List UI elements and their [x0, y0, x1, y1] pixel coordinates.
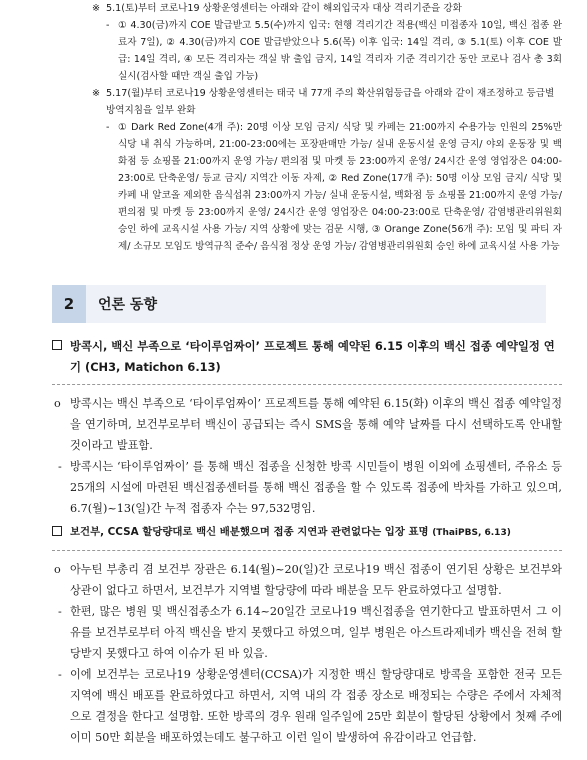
news-headline: [52, 336, 562, 378]
news-bullet: o 방콕시는 백신 부족으로 ‘타이루엄짜이’ 프로젝트를 통해 예약된 6.15(화) 이후의 백신 접종 예약일정을 연기하며, 보건부로부터 백신이 공급되는 즉시 SMS을 통해 예약 날짜를 다시 선택하도록 안내할 것이라고 발표함.: [52, 393, 562, 456]
note-sub-2: - ① Dark Red Zone(4개 주): 20명 이상 모임 금지/ 식당 및 카페는 21:00까지 수용가능 인원의 25%만 식당 내 취식 가능하며, 21:00-23:00에는 포장판매만 가능/ 실내 운동시설 운영 금지/ 야외 운동장 및 백화점 등 쇼핑몰 21:00까지 운영 가능/ 편의점 및 마켓 등 23:00까지 운영/ 24시간 운영 영업장은 04:00-23:00로 단축운영/ 등교 금지/ 지역간 이동 자제, ② Red Zone(17개 주): 50명 이상 모임 금지/ 식당 및 카페 내 알코올 제외한 음식섭취 23:00까지 가능/ 실내 운동시설, 백화점 등 쇼핑몰 21:00까지 운영 가능/ 편의점 및 마켓 등 23:00까지 운영/ 24시간 운영 영업장은 04:00-23:00로 단축운영/ 감염병관리위원회 승인 하에 교육시설 사용 가능/ 지역 상황에 맞는 검문 시행, ③ Orange Zone(56개 주): 모임 및 파티 자제/ 소규모 모임도 방역규칙 준수/ 음식점 정상 운영 가능/ 감염병관리위원회 승인 하에 교육시설 사용 가능: [92, 119, 562, 255]
note-sub-1: - ① 4.30(금)까지 COE 발급받고 5.5(수)까지 입국: 현행 격리기간 적용(백신 미접종자 10일, 백신 접종 완료자 7일), ② 4.30(금)까지 COE 발급받았으나 5.6(목) 이후 입국: 14일 격리, ③ 5.1(토) 이후 COE 발급: 14일 격리, ④ 모든 격리자는 객실 밖 출입 금지, 14일 격리자 기준 격리기간 동안 코로나 검사 총 3회 실시(검사할 때만 객실 출입 가능): [92, 17, 562, 85]
checkbox-square-icon: [52, 340, 62, 350]
news-source: (CH3, Matichon 6.13): [84, 360, 221, 374]
news-source: (ThaiPBS, 6.13): [432, 528, 511, 538]
top-notes: [92, 0, 562, 255]
news-item-2: [52, 522, 562, 748]
news-detail: - 방콕시는 ‘타이루엄짜이’ 를 통해 백신 접종을 신청한 방콕 시민들이 병원 이외에 쇼핑센터, 주유소 등 25개의 시설에 마련된 백신접종센터를 통해 백신 접종을 할 수 있도록 접종에 박차를 가하고 있으며, 6.7(월)~13(일)간 누적 접종자 수는 97,532명임.: [52, 456, 562, 519]
headline-text: 보건부, CCSA 할당량대로 백신 배분했으며 접종 지연과 관련없다는 입장 표명: [70, 526, 429, 538]
note-star-2: ※ 5.17(월)부터 코로나19 상황운영센터는 태국 내 77개 주의 확산위험등급을 아래와 같이 재조정하고 등급별 방역지침을 일부 완화: [92, 85, 562, 119]
news-item-1: [52, 336, 562, 519]
divider: [52, 550, 562, 551]
section-number: 2: [52, 285, 86, 323]
news-headline: [52, 522, 562, 544]
checkbox-square-icon: [52, 526, 62, 536]
news-detail: - 한편, 많은 병원 및 백신접종소가 6.14~20일간 코로나19 백신접종을 연기한다고 발표하면서 그 이유를 보건부로부터 아직 백신을 받지 못했다고 하였으며, 일부 병원은 아스트라제네카 백신을 전혀 할당받지 못했다고 하여 이슈가 된 바 있음.: [52, 601, 562, 664]
headline-text: 방콕시, 백신 부족으로 ‘타이루엄짜이’ 프로젝트 통해 예약된 6.15 이후의 백신 접종 예약일정 연기: [70, 339, 555, 374]
section-heading: [52, 285, 546, 323]
news-bullet: o 아누틴 부총리 겸 보건부 장관은 6.14(월)~20(일)간 코로나19 백신 접종이 연기된 상황은 보건부와 상관이 없다고 하면서, 보건부가 지역별 할당량에 따라 배분을 모두 완료하였다고 설명함.: [52, 559, 562, 601]
divider: [52, 384, 562, 385]
section-title: 언론 동향: [86, 285, 546, 323]
news-detail: - 이에 보건부는 코로나19 상황운영센터(CCSA)가 지정한 백신 할당량대로 방콕을 포함한 전국 모든 지역에 백신 배포를 완료하였다고 하면서, 지역 내의 각 접종 장소로 배정되는 수량은 주에서 자체적으로 결정을 한다고 설명함. 또한 방콕의 경우 원래 일주일에 25만 회분이 할당된 상황에서 첫째 주에 이미 50만 회분을 배포하였는데도 불구하고 이런 일이 발생하여 유감이라고 언급함.: [52, 664, 562, 748]
note-star-1: ※ 5.1(토)부터 코로나19 상황운영센터는 아래와 같이 해외입국자 대상 격리기준을 강화: [92, 0, 562, 17]
